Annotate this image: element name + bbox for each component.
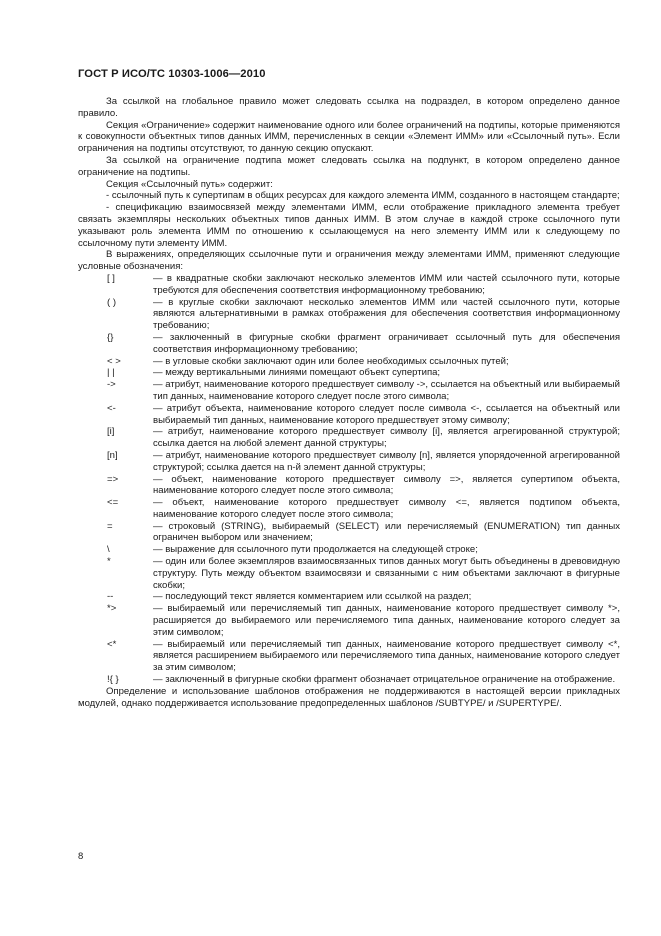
list-item: - ссылочный путь к супертипам в общих ресурсах для каждого элемента ИММ, созданного в настоящем стандарте; [106, 190, 620, 202]
notation-item [78, 591, 620, 603]
notation-item [78, 521, 620, 545]
notation-text: — объект, наименование которого предшествует символу =>, является супертипом объекта, наименование которого следует после этого символа; [153, 473, 620, 497]
notation-item [78, 674, 620, 686]
notation-text: — атрибут объекта, наименование которого следует после символа <-, ссылается на объектный или выбираемый тип данных, наименование которого предшествует этому символу; [153, 402, 620, 426]
document-body [78, 96, 620, 709]
notation-item [78, 367, 620, 379]
notation-symbol: < > [107, 355, 121, 367]
notation-item [78, 426, 620, 450]
notation-item [78, 403, 620, 427]
list-item: - спецификацию взаимосвязей между элементами ИММ, если отображение прикладного элемента требует связать экземпляры нескольких объектных типов данных ИММ. В этом случае в каждой строке ссылочного пути указывают роль элемента ИММ по отношению к ссылающемуся на него элементу ИММ или к следующему по ссылочному пути элементу ИММ. [78, 202, 620, 249]
notation-symbol: !{ } [107, 674, 119, 686]
notation-item [78, 544, 620, 556]
notation-text: — строковый (STRING), выбираемый (SELECT) или перечисляемый (ENUMERATION) тип данных ограничен выбором или значением; [153, 520, 620, 544]
notation-item [78, 332, 620, 356]
notation-text: — заключенный в фигурные скобки фрагмент ограничивает ссылочный путь для обеспечения соответствия информационному требованию; [153, 331, 620, 355]
notation-item [78, 297, 620, 332]
notation-symbol: [i] [107, 426, 115, 438]
notation-item [78, 497, 620, 521]
paragraph: За ссылкой на ограничение подтипа может следовать ссылка на подпункт, в котором определено данное ограничение на подтипы. [78, 154, 620, 178]
notation-list [78, 273, 620, 686]
notation-text: — в угловые скобки заключают один или более необходимых ссылочных путей; [153, 355, 509, 367]
notation-text: — объект, наименование которого предшествует символу <=, является подтипом объекта, наименование которого следует после этого символа; [153, 497, 620, 520]
notation-text: — выражение для ссылочного пути продолжается на следующей строке; [153, 544, 478, 556]
notation-text: — в круглые скобки заключают несколько элементов ИММ или частей ссылочного пути, которые являются альтернативными в рамках отображения для обеспечения соответствия информационному требованию; [153, 296, 620, 332]
notation-symbol: *> [107, 603, 117, 615]
notation-symbol: ( ) [107, 296, 117, 308]
notation-item [78, 556, 620, 591]
document-header: ГОСТ Р ИСО/ТС 10303-1006—2010 [78, 68, 266, 80]
paragraph: В выражениях, определяющих ссылочные пути и ограничения между элементами ИММ, применяют следующие условные обозначения: [78, 249, 620, 273]
notation-item [78, 273, 620, 297]
notation-symbol: <* [107, 638, 117, 650]
notation-item [78, 450, 620, 474]
notation-symbol: \ [107, 544, 110, 556]
notation-symbol: <- [107, 402, 116, 414]
notation-text: — один или более экземпляров взаимосвязанных типов данных могут быть объединены в древовидную структуру. Путь между объектом взаимосвязи и связанными с ним объектами заключают в фигурные скобки; [153, 556, 620, 591]
notation-symbol: -> [107, 379, 116, 391]
paragraph: Секция «Ограничение» содержит наименование одного или более ограничений на подтипы, которые применяются к совокупности объектных типов данных ИММ, перечисленных в секции «Элемент ИММ» или «Ссылочный путь». Если ограничения на подтипы отсутствуют, то данную секцию опускают. [78, 119, 620, 155]
paragraph: Определение и использование шаблонов отображения не поддерживаются в настоящей версии прикладных модулей, однако поддерживается использование предопределенных шаблонов /SUBTYPE/ и /SUPERTYPE/. [78, 685, 620, 709]
notation-item [78, 379, 620, 403]
paragraph: За ссылкой на глобальное правило может следовать ссылка на подраздел, в котором определено данное правило. [78, 96, 620, 119]
notation-symbol: = [107, 520, 113, 532]
notation-symbol: | | [107, 367, 115, 379]
notation-symbol: => [107, 473, 119, 485]
notation-text: — атрибут, наименование которого предшествует символу [i], является агрегированной структурой; ссылка дается на любой элемент данной структуры; [153, 426, 620, 450]
notation-item [78, 356, 620, 368]
notation-item [78, 639, 620, 674]
notation-symbol: -- [107, 591, 114, 603]
notation-symbol: <= [107, 497, 119, 509]
notation-text: — атрибут, наименование которого предшествует символу ->, ссылается на объектный или выбираемый тип данных, наименование которого следует после этого символа; [153, 379, 620, 402]
page-number: 8 [78, 851, 84, 862]
notation-item [78, 603, 620, 638]
notation-text: — в квадратные скобки заключают несколько элементов ИММ или частей ссылочного пути, которые требуются для обеспечения соответствия информационному требованию; [153, 272, 620, 296]
notation-text: — атрибут, наименование которого предшествует символу [n], является упорядоченной агрегированной структурой; ссылка дается на n-й элемент данной структуры; [153, 449, 620, 473]
notation-symbol: [ ] [107, 272, 115, 284]
notation-symbol: {} [107, 331, 114, 343]
notation-symbol: * [107, 556, 111, 568]
notation-text: — выбираемый или перечисляемый тип данных, наименование которого предшествует символу <*, является расширением выбираемого или перечисляемого типа данных, наименование которого следует за этим символом; [153, 638, 620, 674]
paragraph: Секция «Ссылочный путь» содержит: [106, 178, 273, 190]
notation-text: — выбираемый или перечисляемый тип данных, наименование которого предшествует символу *>, расширяется до выбираемого или перечисляемого типа данных, наименование которого следует за этим символом; [153, 603, 620, 638]
notation-text: — последующий текст является комментарием или ссылкой на раздел; [153, 591, 472, 603]
notation-item [78, 474, 620, 498]
notation-text: — между вертикальными линиями помещают объект супертипа; [153, 367, 441, 379]
notation-symbol: [n] [107, 449, 118, 461]
notation-text: — заключенный в фигурные скобки фрагмент обозначает отрицательное ограничение на отображение. [153, 674, 616, 686]
